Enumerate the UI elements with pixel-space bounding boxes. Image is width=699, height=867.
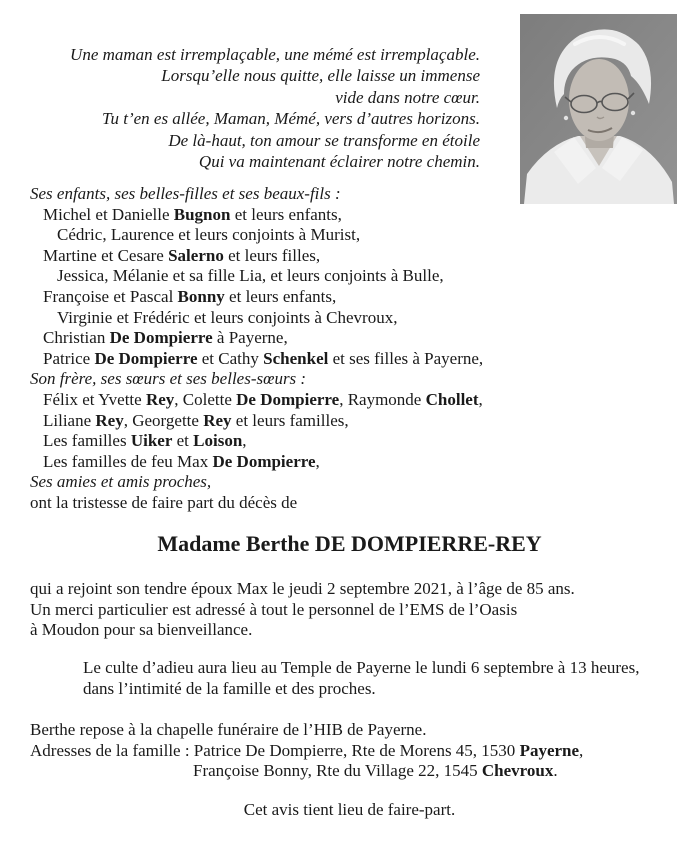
poem-line: Lorsqu’elle nous quitte, elle laisse un immense (161, 66, 480, 86)
text-segment: , (315, 451, 320, 471)
text-segment: et leurs enfants, (230, 204, 342, 224)
family-line (30, 308, 650, 329)
family-name-bold: Chevroux (481, 761, 554, 781)
family-list (30, 184, 650, 514)
earring-left (564, 116, 568, 120)
closing-line: Cet avis tient lieu de faire-part. (243, 800, 456, 819)
poem-line: Une maman est irremplaçable, une mémé est irremplaçable. (70, 45, 480, 64)
text-segment: Berthe repose à la chapelle funéraire de l’HIB de Payerne. (30, 720, 427, 739)
family-name-bold: Bonny (177, 286, 225, 306)
earring-right (631, 111, 635, 115)
family-name-bold: De Dompierre (94, 348, 198, 368)
thanks-line: à Moudon pour sa bienveillance. (30, 620, 253, 640)
family-line (30, 349, 650, 370)
text-segment: Michel et Danielle (43, 204, 174, 224)
text-segment: , Colette (174, 389, 237, 409)
text-segment: Christian (43, 328, 110, 348)
family-name-bold: Salerno (168, 245, 224, 265)
resting-and-addresses (30, 720, 583, 782)
family-line (30, 287, 650, 308)
poem-line: De là-haut, ton amour se transforme en étoile (168, 130, 480, 150)
family-name-bold: Rey (95, 410, 124, 430)
address-line (30, 741, 583, 762)
family-name-bold: Uiker (130, 431, 173, 451)
text-segment: et ses filles à Payerne, (328, 348, 484, 368)
text-segment: Ses enfants, ses belles-filles et ses beaux-fils : (30, 184, 341, 203)
family-name-bold: Schenkel (263, 348, 329, 368)
text-segment: et leurs familles, (231, 410, 349, 430)
family-line (30, 266, 650, 287)
text-segment: Les familles de feu Max (43, 451, 213, 471)
text-segment: Félix et Yvette (43, 389, 146, 409)
text-segment: , Georgette (123, 410, 204, 430)
family-line (30, 225, 650, 246)
text-segment: , (478, 389, 483, 409)
text-segment: Liliane (43, 410, 96, 430)
text-segment: Patrice (43, 348, 95, 368)
family-name-bold: De Dompierre (212, 451, 316, 471)
family-name-bold: De Dompierre (109, 328, 213, 348)
family-section-heading (30, 369, 650, 390)
thanks-line: Un merci particulier est adressé à tout le personnel de l’EMS de l’Oasis (30, 599, 518, 619)
text-segment: et leurs filles, (223, 245, 321, 265)
text-segment: et Cathy (197, 348, 264, 368)
family-line (30, 328, 650, 349)
text-segment: , Raymonde (339, 389, 426, 409)
family-name-bold: Payerne (519, 740, 580, 760)
face (569, 59, 629, 141)
deceased-name: Madame Berthe DE DOMPIERRE-REY (157, 531, 542, 556)
family-line (30, 431, 650, 452)
text-segment: Martine et Cesare (43, 245, 169, 265)
family-line (30, 246, 650, 267)
ceremony-line: Le culte d’adieu aura lieu au Temple de Payerne le lundi 6 septembre à 13 heures, (83, 658, 640, 677)
text-segment: Les familles (43, 431, 131, 451)
family-name-bold: Bugnon (173, 204, 231, 224)
family-name-bold: De Dompierre (236, 389, 340, 409)
text-segment: Virginie et Frédéric et leurs conjoints à Chevroux, (57, 307, 398, 327)
family-name-bold: Chollet (425, 389, 479, 409)
text-segment: Jessica, Mélanie et sa fille Lia, et leurs conjoints à Bulle, (57, 266, 444, 286)
family-line (30, 411, 650, 432)
family-name-bold: Rey (145, 389, 175, 409)
family-section-heading (30, 184, 650, 205)
text-segment: Son frère, ses sœurs et ses belles-sœurs : (30, 369, 307, 389)
announcement-line (30, 493, 650, 514)
text-segment: et (172, 431, 194, 451)
family-name-bold: Rey (203, 410, 232, 430)
text-segment: ont la tristesse de faire part du décès de (30, 492, 298, 512)
text-segment: , (242, 431, 247, 451)
text-segment: à Payerne, (212, 328, 288, 348)
death-details (30, 579, 575, 641)
text-segment: Françoise Bonny, Rte du Village 22, 1545 (193, 761, 482, 781)
poem-line: vide dans notre cœur. (335, 87, 480, 107)
family-section-heading (30, 472, 650, 493)
text-segment: . (553, 761, 558, 781)
ceremony-line: dans l’intimité de la famille et des proches. (83, 679, 376, 698)
death-date-line: qui a rejoint son tendre époux Max le jeudi 2 septembre 2021, à l’âge de 85 ans. (30, 579, 575, 598)
text-segment: Françoise et Pascal (43, 286, 178, 306)
text-segment: et leurs enfants, (224, 286, 337, 306)
ceremony-details (83, 657, 639, 699)
text-segment: Ses amies et amis proches, (30, 472, 212, 492)
portrait-photo (520, 14, 677, 204)
poem-line: Tu t’en es allée, Maman, Mémé, vers d’autres horizons. (101, 109, 480, 129)
resting-line (30, 720, 583, 741)
text-segment: , (579, 740, 584, 760)
family-line (30, 452, 650, 473)
memorial-poem (30, 44, 480, 172)
family-line (30, 205, 650, 226)
text-segment: Adresses de la famille : Patrice De Dompierre, Rte de Morens 45, 1530 (30, 740, 520, 760)
family-line (30, 390, 650, 411)
text-segment: Cédric, Laurence et leurs conjoints à Murist, (57, 225, 361, 245)
poem-line: Qui va maintenant éclairer notre chemin. (198, 152, 480, 172)
address-line (30, 761, 583, 782)
family-name-bold: Loison (193, 431, 243, 451)
